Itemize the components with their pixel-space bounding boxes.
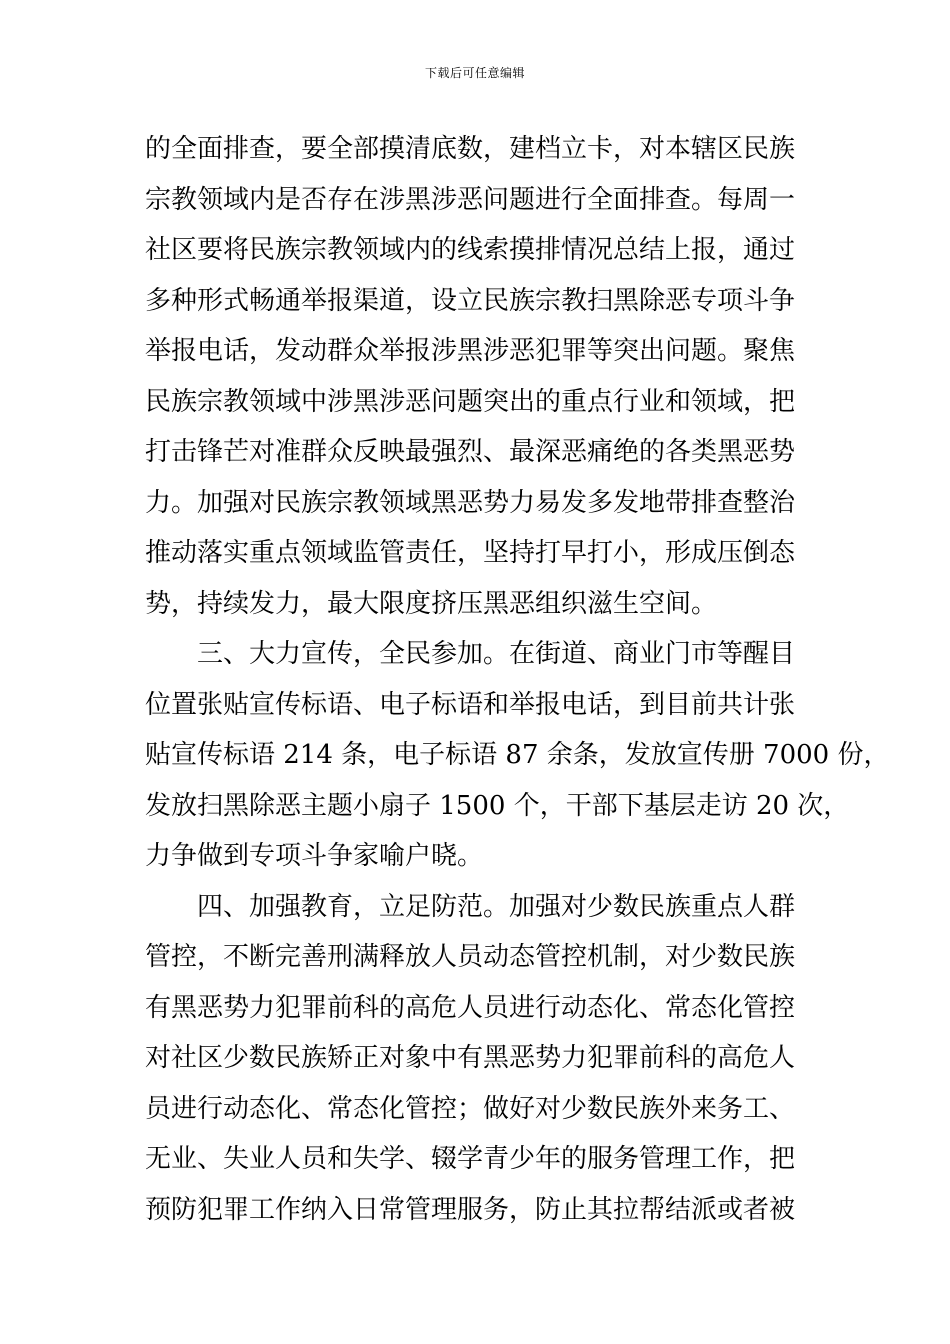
text-line: 多种形式畅通举报渠道，设立民族宗教扫黑除恶专项斗争 <box>145 285 796 316</box>
page-header: 下载后可任意编辑 <box>424 66 525 80</box>
text-line: 员进行动态化、常态化管控；做好对少数民族外来务工、 <box>145 1093 796 1124</box>
text-line: 社区要将民族宗教领域内的线索摸排情况总结上报，通过 <box>145 235 796 265</box>
text-line: 打击锋芒对准群众反映最强烈、最深恶痛绝的各类黑恶势 <box>145 437 796 467</box>
text-line: 举报电话，发动群众举报涉黑涉恶犯罪等突出问题。聚焦 <box>145 336 796 366</box>
text-line: 力。加强对民族宗教领域黑恶势力易发多发地带排查整治 <box>145 487 796 518</box>
text-line: 的全面排查，要全部摸清底数，建档立卡，对本辖区民族 <box>145 134 796 164</box>
text-line: 贴宣传标语 214 条，电子标语 87 余条，发放宣传册 7000 份， <box>145 740 890 770</box>
document-body <box>145 124 890 1235</box>
text-line: 宗教领域内是否存在涉黑涉恶问题进行全面排查。每周一 <box>145 184 796 215</box>
text-line: 无业、失业人员和失学、辍学青少年的服务管理工作，把 <box>145 1144 796 1174</box>
paragraph-heading-3: 三、大力宣传，全民参加。在街道、商业门市等醒目 <box>197 639 796 669</box>
text-line: 发放扫黑除恶主题小扇子 1500 个，干部下基层走访 20 次， <box>145 790 850 821</box>
text-line: 管控，不断完善刑满释放人员动态管控机制，对少数民族 <box>145 942 796 972</box>
text-line: 势，持续发力，最大限度挤压黑恶组织滋生空间。 <box>145 588 718 619</box>
text-line: 推动落实重点领域监管责任，坚持打早打小，形成压倒态 <box>145 538 796 568</box>
text-line: 力争做到专项斗争家喻户晓。 <box>145 841 484 871</box>
text-line: 对社区少数民族矫正对象中有黑恶势力犯罪前科的高危人 <box>145 1043 796 1073</box>
paragraph-heading-4: 四、加强教育，立足防范。加强对少数民族重点人群 <box>197 891 796 922</box>
text-line: 预防犯罪工作纳入日常管理服务，防止其拉帮结派或者被 <box>145 1194 796 1225</box>
text-line: 有黑恶势力犯罪前科的高危人员进行动态化、常态化管控 <box>145 992 796 1023</box>
text-line: 位置张贴宣传标语、电子标语和举报电话，到目前共计张 <box>145 689 796 720</box>
text-line: 民族宗教领域中涉黑涉恶问题突出的重点行业和领域，把 <box>145 386 796 417</box>
